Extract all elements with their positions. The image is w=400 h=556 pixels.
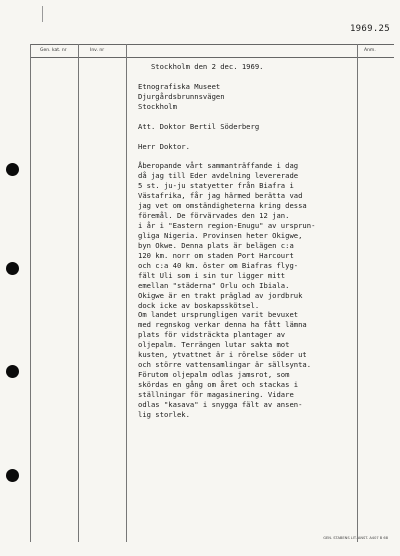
letter-line: 120 km. norr om staden Port Harcourt <box>138 250 294 260</box>
letter-line: skördas en gång om året och stackas i <box>138 380 299 389</box>
column-line-left <box>30 44 31 542</box>
letter-line: oljepalm. Terrängen lutar sakta mot <box>138 340 290 350</box>
letter-line: ställningar för magasinering. Vidare <box>138 389 294 399</box>
letter-body <box>138 62 358 420</box>
letter-line: odlas "kasava" i snygga fält av ansen- <box>138 399 303 409</box>
letter-line: Stockholm <box>138 101 177 111</box>
letter-line: med regnskog verkar denna ha fått lämna <box>138 320 307 330</box>
letter-line <box>138 112 358 122</box>
letter-line: emellan "städerna" Orlu och Ibiala. <box>138 280 290 290</box>
letter-line <box>138 72 358 82</box>
letter-line: Djurgårdsbrunnsvägen <box>138 91 225 101</box>
letter-line: lig storlek. <box>138 409 190 419</box>
printer-footer-note: GEN. STABENS LIT. ANST. A407 B 68 <box>323 536 388 540</box>
letter-line: Okigwe är en trakt präglad av jordbruk <box>138 290 303 300</box>
letter-line: Förutom oljepalm odlas jamsrot, som <box>138 370 290 380</box>
letter-line: jag vet om omständigheterna kring dessa <box>138 201 307 211</box>
letter-line: kusten, ytvattnet är i rörelse söder ut <box>138 350 307 360</box>
letter-line: i år i "Eastern region-Enugu" av ursprun- <box>138 221 316 230</box>
letter-line: Herr Doktor. <box>138 141 190 151</box>
letter-line: Stockholm den 2 dec. 1969. <box>138 62 264 71</box>
header-row <box>30 44 394 58</box>
letter-line: och c:a 40 km. öster om Biafras flyg- <box>138 260 299 270</box>
letter-line: plats för vidsträckta plantager av <box>138 330 286 340</box>
letter-line <box>138 132 358 142</box>
column-line-gen <box>78 44 79 542</box>
letter-line: Etnografiska Museet <box>138 81 221 91</box>
letter-line: Om landet ursprungligen varit bevuxet <box>138 310 299 320</box>
letter-line: 5 st. ju-ju statyetter från Biafra i <box>138 181 294 191</box>
letter-line: och större vattensamlingar är sällsynta. <box>138 360 312 370</box>
letter-line: då jag till Eder avdelning levererade <box>138 171 299 181</box>
letter-line: fält Uli som i sin tur ligger mitt <box>138 270 286 280</box>
top-tick-mark <box>42 6 43 22</box>
letter-line: Åberopande vårt sammanträffande i dag <box>138 161 299 171</box>
punch-hole <box>6 262 19 275</box>
letter-line <box>138 151 358 161</box>
catalog-number: 1969.25 <box>349 24 390 34</box>
punch-hole <box>6 469 19 482</box>
letter-line: Västafrika, får jag härmed berätta vad <box>138 191 303 201</box>
header-inv-nr: Inv. nr <box>90 48 105 53</box>
letter-line: gliga Nigeria. Provinsen heter Okigwe, <box>138 230 303 240</box>
punch-hole <box>6 163 19 176</box>
letter-line: byn Okwe. Denna plats är belägen c:a <box>138 240 294 250</box>
letter-line: Att. Doktor Bertil Söderberg <box>138 121 260 131</box>
letter-line: dock icke av boskapsskötsel. <box>138 300 260 310</box>
header-gen-kat-nr: Gen. kat. nr <box>40 48 67 53</box>
header-anm: Anm. <box>364 48 376 53</box>
column-line-inv <box>126 44 127 542</box>
punch-hole <box>6 365 19 378</box>
letter-line: föremål. De förvärvades den 12 jan. <box>138 211 290 221</box>
